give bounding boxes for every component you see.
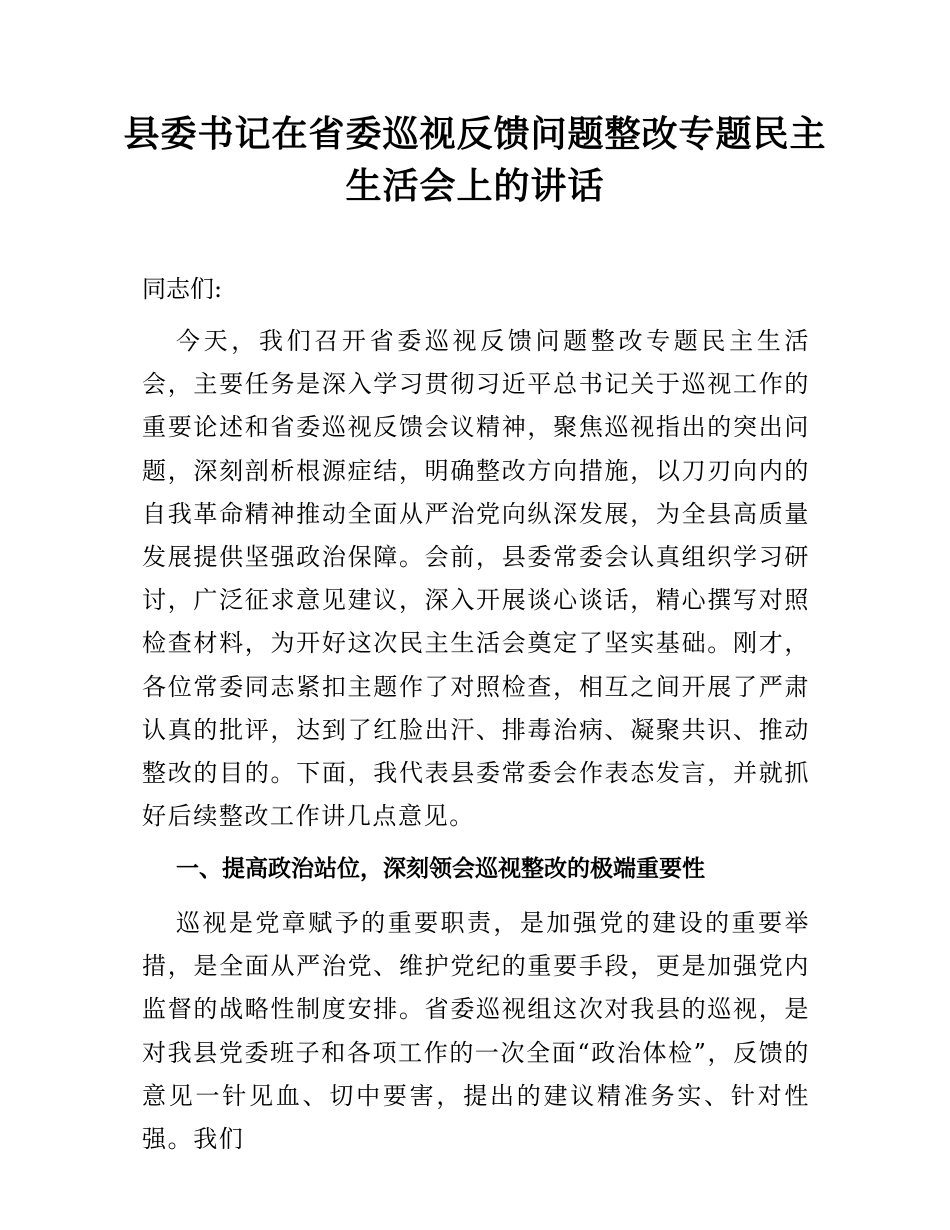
paragraph-intro: 今天，我们召开省委巡视反馈问题整改专题民主生活会，主要任务是深入学习贯彻习近平总书记关于巡视工作的重要论述和省委巡视反馈会议精神，聚焦巡视指出的突出问题，深刻剖析根源症结，明确整改方向措施，以刀刃向内的自我革命精神推动全面从严治党向纵深发展，为全县高质量发展提供坚强政治保障。会前，县委常委会认真组织学习研讨，广泛征求意见建议，深入开展谈心谈话，精心撰写对照检查材料，为开好这次民主生活会奠定了坚实基础。刚才，各位常委同志紧扣主题作了对照检查，相互之间开展了严肃认真的批评，达到了红脸出汗、排毒治病、凝聚共识、推动整改的目的。下面，我代表县委常委会作表态发言，并就抓好后续整改工作讲几点意见。 — [142, 327, 810, 831]
paragraph-section-1: 巡视是党章赋予的重要职责，是加强党的建设的重要举措，是全面从严治党、维护党纪的重要手段，更是加强党内监督的战略性制度安排。省委巡视组这次对我县的巡视，是对我县党委班子和各项工作的一次全面“政治体检”，反馈的意见一针见血、切中要害，提出的建议精准务实、针对性强。我们 — [142, 909, 810, 1154]
section-heading-1: 一、提高政治站位，深刻领会巡视整改的极端重要性 — [176, 856, 705, 882]
salutation: 同志们: — [142, 275, 223, 303]
document-title: 县委书记在省委巡视反馈问题整改专题民主生活会上的讲话 — [123, 113, 827, 207]
